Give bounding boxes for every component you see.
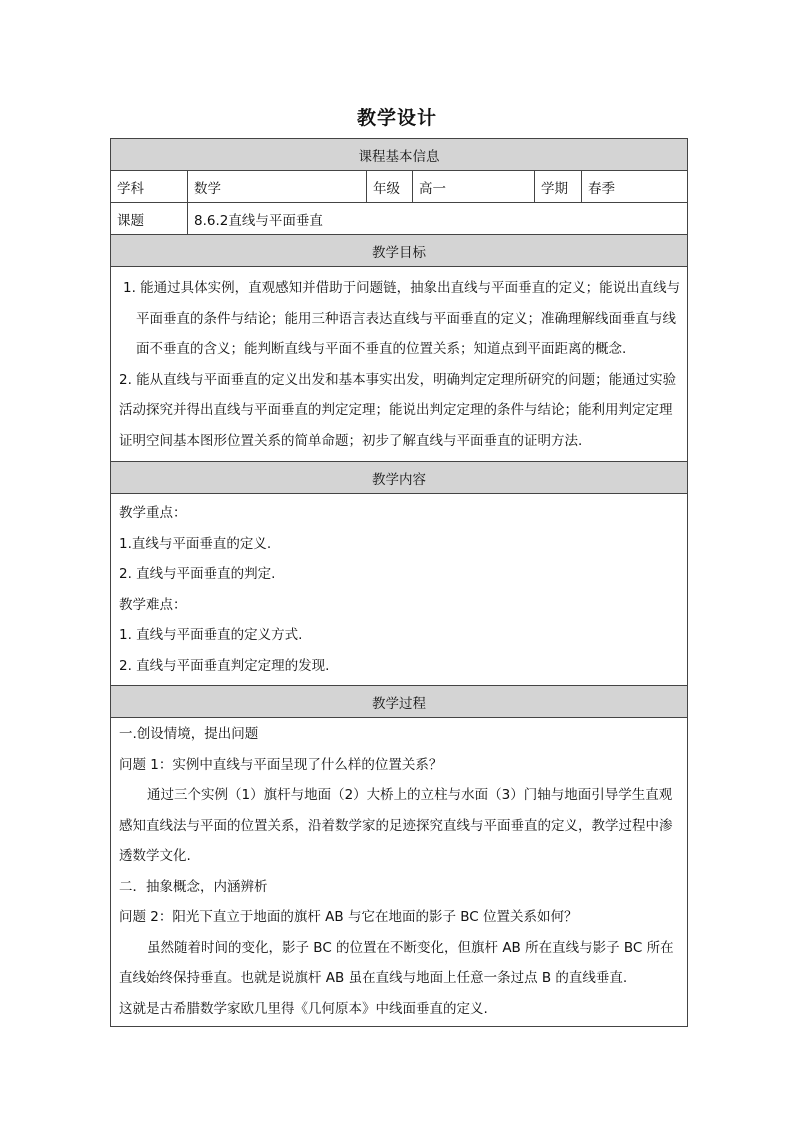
content-header-row [111, 462, 688, 494]
difficulty-item: 2. 直线与平面垂直判定定理的发现. [119, 657, 330, 674]
difficulties-label: 教学难点： [119, 596, 187, 613]
objectives-header-row [111, 235, 688, 267]
basic-info-header-row [111, 139, 688, 171]
objectives-header: 教学目标 [111, 235, 688, 267]
content-cell [111, 494, 688, 686]
question-2: 问题 2：阳光下直立于地面的旗杆 AB 与它在地面的影子 BC 位置关系如何？ [119, 909, 578, 925]
subject-value: 数学 [188, 171, 367, 203]
key-point-item: 1.直线与平面垂直的定义. [119, 535, 272, 552]
content-row [111, 494, 688, 686]
paragraph-2: 虽然随着时间的变化，影子 BC 的位置在不断变化，但旗杆 AB 所在直线与影子 BC 所在直线始终保持垂直。也就是说旗杆 AB 虽在直线与地面上任意一条过点 B 的直线垂直. [119, 939, 674, 986]
question-1: 问题 1：实例中直线与平面呈现了什么样的位置关系？ [119, 756, 443, 773]
subject-row [111, 171, 688, 203]
paragraph-3: 这就是古希腊数学家欧几里得《几何原本》中线面垂直的定义. [119, 1000, 488, 1017]
subject-label: 学科 [111, 171, 188, 203]
topic-row [111, 203, 688, 235]
process-cell [111, 718, 688, 1027]
difficulty-item: 1. 直线与平面垂直的定义方式. [119, 627, 303, 643]
objectives-row [111, 267, 688, 462]
page-title: 教学设计 [356, 107, 437, 129]
key-point-item: 2. 直线与平面垂直的判定. [119, 566, 276, 582]
grade-value: 高一 [413, 171, 535, 203]
process-header: 教学过程 [111, 686, 688, 718]
process-header-row [111, 686, 688, 718]
objective-item: 2. 能从直线与平面垂直的定义出发和基本事实出发，明确判定定理所研究的问题；能通过实验活动探究并得出直线与平面垂直的判定定理；能说出判定定理的条件与结论；能利用判定定理证明空间基本图形位置关系的简单命题；初步了解直线与平面垂直的证明方法. [119, 371, 677, 449]
topic-value: 8.6.2直线与平面垂直 [188, 203, 688, 235]
term-value: 春季 [582, 171, 688, 203]
paragraph-1: 通过三个实例（1）旗杆与地面（2）大桥上的立柱与水面（3）门轴与地面引导学生直观感知直线法与平面的位置关系，沿着数学家的足迹探究直线与平面垂直的定义，教学过程中渗透数学文化. [119, 787, 673, 864]
content-header: 教学内容 [111, 462, 688, 494]
step-2-title: 二．抽象概念，内涵辨析 [119, 878, 268, 895]
objective-item: 1. 能通过具体实例，直观感知并借助于问题链，抽象出直线与平面垂直的定义；能说出直线与平面垂直的条件与结论；能用三种语言表达直线与平面垂直的定义；准确理解线面垂直与线面不垂直的含义；能判断直线与平面不垂直的位置关系；知道点到平面距离的概念. [123, 280, 681, 357]
key-points-label: 教学重点： [119, 505, 187, 521]
topic-label: 课题 [111, 203, 188, 235]
grade-label: 年级 [367, 171, 413, 203]
process-row [111, 718, 688, 1027]
step-1-title: 一.创设情境，提出问题 [119, 726, 259, 742]
basic-info-header: 课程基本信息 [111, 139, 688, 171]
objectives-cell [111, 267, 688, 462]
term-label: 学期 [535, 171, 582, 203]
lesson-plan-table [110, 138, 688, 1027]
